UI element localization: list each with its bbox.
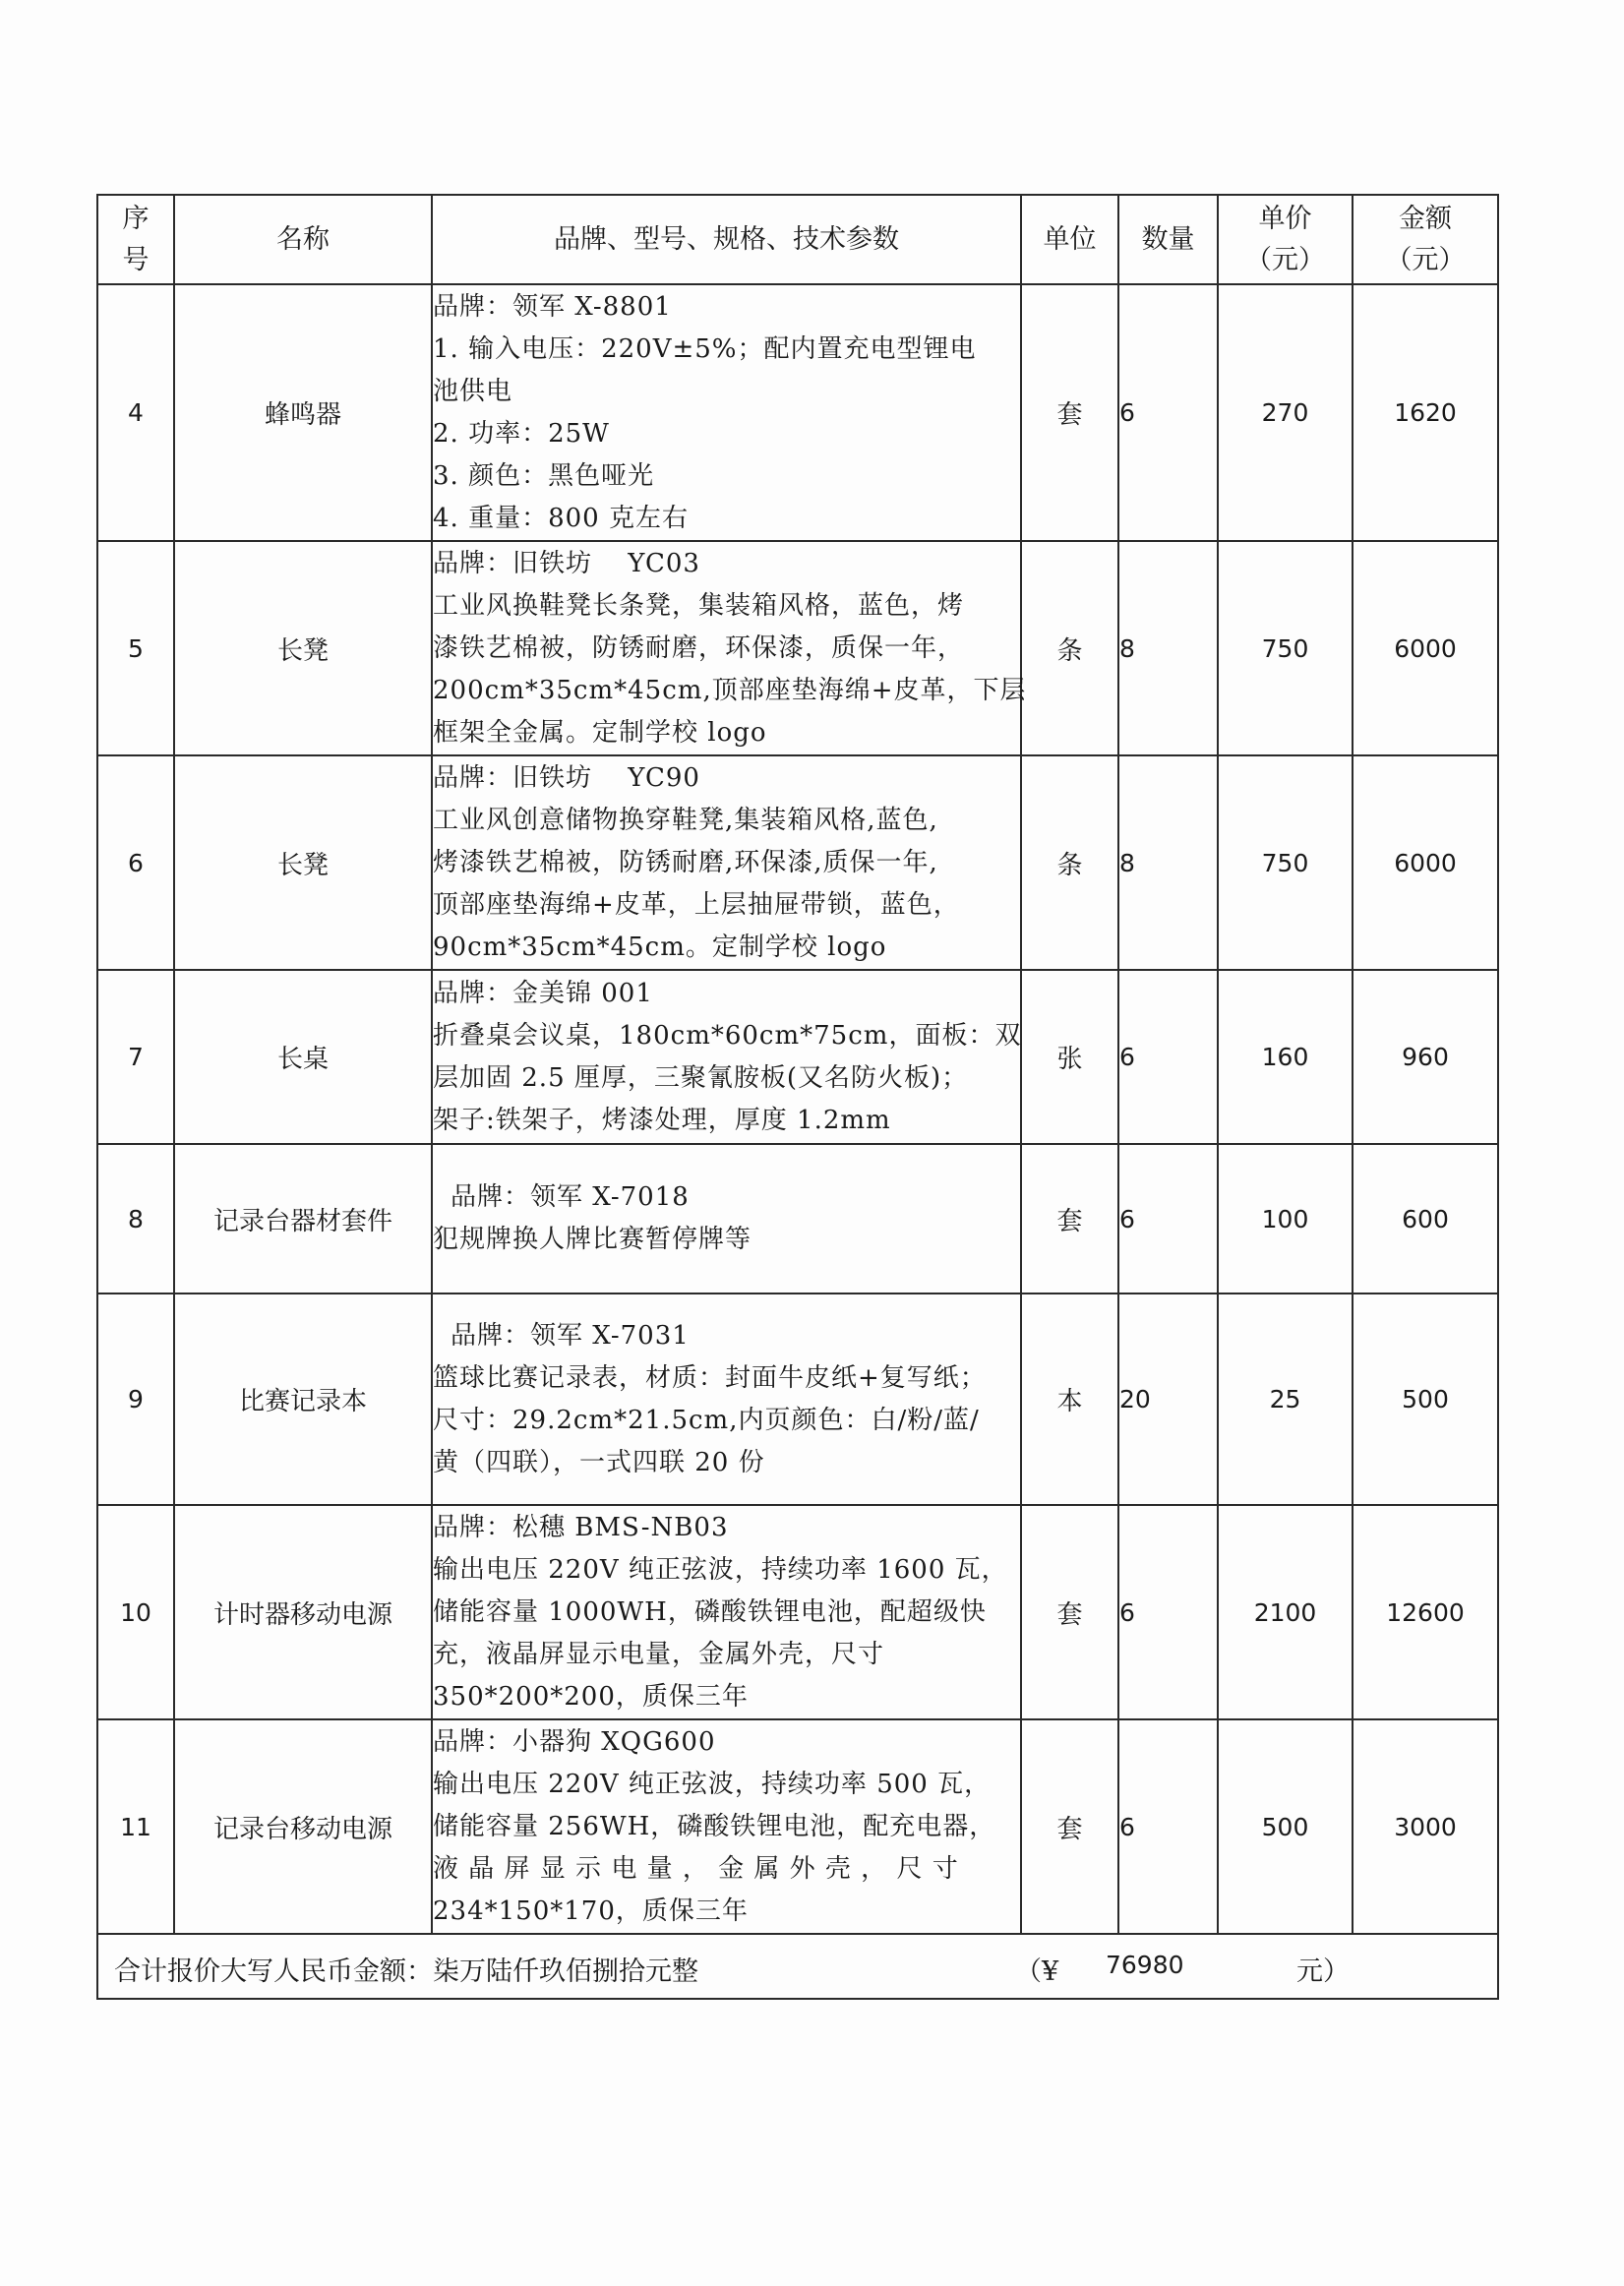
spec-line: 黄（四联），一式四联 20 份 <box>433 1447 765 1477</box>
spec-line: 输出电压 220V 纯正弦波，持续功率 1600 瓦， <box>433 1554 1008 1585</box>
spec-line: 层加固 2.5 厘厚，三聚氰胺板(又名防火板)； <box>433 1062 969 1093</box>
total-value: 76980 <box>1106 1951 1184 1979</box>
cell-seq: 4 <box>97 284 174 541</box>
cell-spec <box>432 1293 1021 1505</box>
header-name: 名称 <box>174 195 432 284</box>
cell-qty: 6 <box>1118 1719 1218 1934</box>
header-spec: 品牌、型号、规格、技术参数 <box>432 195 1021 284</box>
cell-qty: 20 <box>1118 1293 1218 1505</box>
cell-seq: 8 <box>97 1144 174 1293</box>
cell-spec <box>432 541 1027 755</box>
spec-line: 90cm*35cm*45cm。定制学校 logo <box>433 932 887 962</box>
spec-line: 品牌：小器狗 XQG600 <box>433 1726 716 1757</box>
cell-unit: 本 <box>1021 1293 1118 1505</box>
cell-seq: 10 <box>97 1505 174 1719</box>
cell-name: 长凳 <box>174 755 432 970</box>
cell-price: 750 <box>1218 755 1353 970</box>
spec-line: 1. 输入电压：220V±5%；配内置充电型锂电 <box>433 333 977 364</box>
cell-unit: 张 <box>1021 970 1118 1144</box>
spec-line: 品牌：领军 X-8801 <box>433 291 672 322</box>
cell-spec <box>432 1719 1021 1934</box>
cell-amount: 6000 <box>1353 755 1498 970</box>
spec-line: 品牌：旧铁坊 YC90 <box>433 762 700 793</box>
table-row <box>97 1144 1498 1293</box>
header-qty: 数量 <box>1118 195 1218 284</box>
cell-qty: 6 <box>1118 970 1218 1144</box>
cell-price: 25 <box>1218 1293 1353 1505</box>
quotation-table <box>96 194 1499 2000</box>
cell-amount: 960 <box>1353 970 1498 1144</box>
cell-name: 长桌 <box>174 970 432 1144</box>
spec-line: 液 晶 屏 显 示 电 量 ， 金 属 外 壳 ， 尺 寸 <box>433 1853 959 1884</box>
cell-seq: 9 <box>97 1293 174 1505</box>
spec-line: 工业风创意储物换穿鞋凳,集装箱风格,蓝色, <box>433 805 938 835</box>
total-cell <box>97 1934 1498 1999</box>
spec-line: 顶部座垫海绵+皮革，上层抽屉带锁，蓝色， <box>433 889 960 920</box>
header-seq: 序 号 <box>97 195 174 284</box>
table-body <box>97 284 1498 1934</box>
spec-line: 漆铁艺棉被，防锈耐磨，环保漆，质保一年， <box>433 632 965 663</box>
cell-seq: 11 <box>97 1719 174 1934</box>
spec-line: 品牌：领军 X-7031 <box>451 1320 690 1351</box>
cell-unit: 套 <box>1021 1719 1118 1934</box>
cell-qty: 8 <box>1118 755 1218 970</box>
cell-amount: 3000 <box>1353 1719 1498 1934</box>
spec-line: 篮球比赛记录表，材质：封面牛皮纸+复写纸； <box>433 1362 987 1393</box>
spec-line: 架子:铁架子，烤漆处理，厚度 1.2mm <box>433 1105 891 1135</box>
spec-line: 4. 重量：800 克左右 <box>433 503 689 533</box>
total-currency-open: （¥ <box>1015 1956 1059 1987</box>
spec-line: 烤漆铁艺棉被，防锈耐磨,环保漆,质保一年, <box>433 847 938 877</box>
spec-line: 品牌：松穗 BMS-NB03 <box>433 1512 729 1542</box>
cell-price: 2100 <box>1218 1505 1353 1719</box>
table-row <box>97 541 1498 755</box>
cell-unit: 条 <box>1021 755 1118 970</box>
spec-line: 3. 颜色：黑色哑光 <box>433 460 655 491</box>
header-unit: 单位 <box>1021 195 1118 284</box>
spec-line: 200cm*35cm*45cm,顶部座垫海绵+皮革，下层 <box>433 675 1027 705</box>
table-row <box>97 1505 1498 1719</box>
spec-line: 输出电压 220V 纯正弦波，持续功率 500 瓦， <box>433 1769 992 1799</box>
cell-spec <box>432 1144 1021 1293</box>
cell-name: 长凳 <box>174 541 432 755</box>
spec-line: 350*200*200，质保三年 <box>433 1681 749 1712</box>
cell-qty: 6 <box>1118 1505 1218 1719</box>
cell-spec <box>432 970 1021 1144</box>
cell-unit: 套 <box>1021 1505 1118 1719</box>
cell-seq: 5 <box>97 541 174 755</box>
cell-name: 比赛记录本 <box>174 1293 432 1505</box>
total-row <box>97 1934 1498 1999</box>
cell-name: 记录台移动电源 <box>174 1719 432 1934</box>
cell-unit: 套 <box>1021 284 1118 541</box>
spec-line: 品牌：旧铁坊 YC03 <box>433 548 700 578</box>
spec-line: 框架全金属。定制学校 logo <box>433 717 767 748</box>
total-label: 合计报价大写人民币金额：柒万陆仟玖佰捌拾元整 <box>114 1956 698 1987</box>
cell-unit: 套 <box>1021 1144 1118 1293</box>
spec-line: 充，液晶屏显示电量，金属外壳，尺寸 <box>433 1639 885 1669</box>
cell-price: 270 <box>1218 284 1353 541</box>
cell-amount: 12600 <box>1353 1505 1498 1719</box>
spec-line: 工业风换鞋凳长条凳，集装箱风格，蓝色，烤 <box>433 590 965 621</box>
spec-line: 品牌：金美锦 001 <box>433 978 653 1008</box>
cell-seq: 7 <box>97 970 174 1144</box>
cell-seq: 6 <box>97 755 174 970</box>
spec-line: 尺寸：29.2cm*21.5cm,内页颜色：白/粉/蓝/ <box>433 1405 980 1435</box>
table-row <box>97 1293 1498 1505</box>
header-price: 单价 （元） <box>1218 195 1353 284</box>
cell-qty: 8 <box>1118 541 1218 755</box>
cell-spec <box>432 284 1021 541</box>
spec-line: 折叠桌会议桌，180cm*60cm*75cm，面板：双 <box>433 1020 1022 1051</box>
spec-line: 品牌：领军 X-7018 <box>451 1182 690 1212</box>
cell-spec <box>432 755 1021 970</box>
cell-price: 100 <box>1218 1144 1353 1293</box>
cell-amount: 600 <box>1353 1144 1498 1293</box>
table-row <box>97 1719 1498 1934</box>
cell-spec <box>432 1505 1021 1719</box>
cell-name: 蜂鸣器 <box>174 284 432 541</box>
cell-qty: 6 <box>1118 1144 1218 1293</box>
table-row <box>97 284 1498 541</box>
spec-line: 犯规牌换人牌比赛暂停牌等 <box>433 1225 752 1254</box>
cell-unit: 条 <box>1021 541 1118 755</box>
cell-amount: 500 <box>1353 1293 1498 1505</box>
spec-line: 储能容量 256WH，磷酸铁锂电池，配充电器， <box>433 1811 996 1841</box>
header-amount: 金额 （元） <box>1353 195 1498 284</box>
cell-amount: 1620 <box>1353 284 1498 541</box>
spec-line: 234*150*170，质保三年 <box>433 1895 749 1926</box>
cell-qty: 6 <box>1118 284 1218 541</box>
total-currency-close: 元） <box>1296 1956 1350 1987</box>
spec-line: 储能容量 1000WH，磷酸铁锂电池，配超级快 <box>433 1596 987 1627</box>
table-row <box>97 755 1498 970</box>
cell-price: 160 <box>1218 970 1353 1144</box>
table-row <box>97 970 1498 1144</box>
header-row <box>97 195 1498 284</box>
cell-amount: 6000 <box>1353 541 1498 755</box>
cell-name: 计时器移动电源 <box>174 1505 432 1719</box>
cell-name: 记录台器材套件 <box>174 1144 432 1293</box>
cell-price: 750 <box>1218 541 1353 755</box>
spec-line: 池供电 <box>433 376 513 406</box>
cell-price: 500 <box>1218 1719 1353 1934</box>
spec-line: 2. 功率：25W <box>433 418 610 449</box>
